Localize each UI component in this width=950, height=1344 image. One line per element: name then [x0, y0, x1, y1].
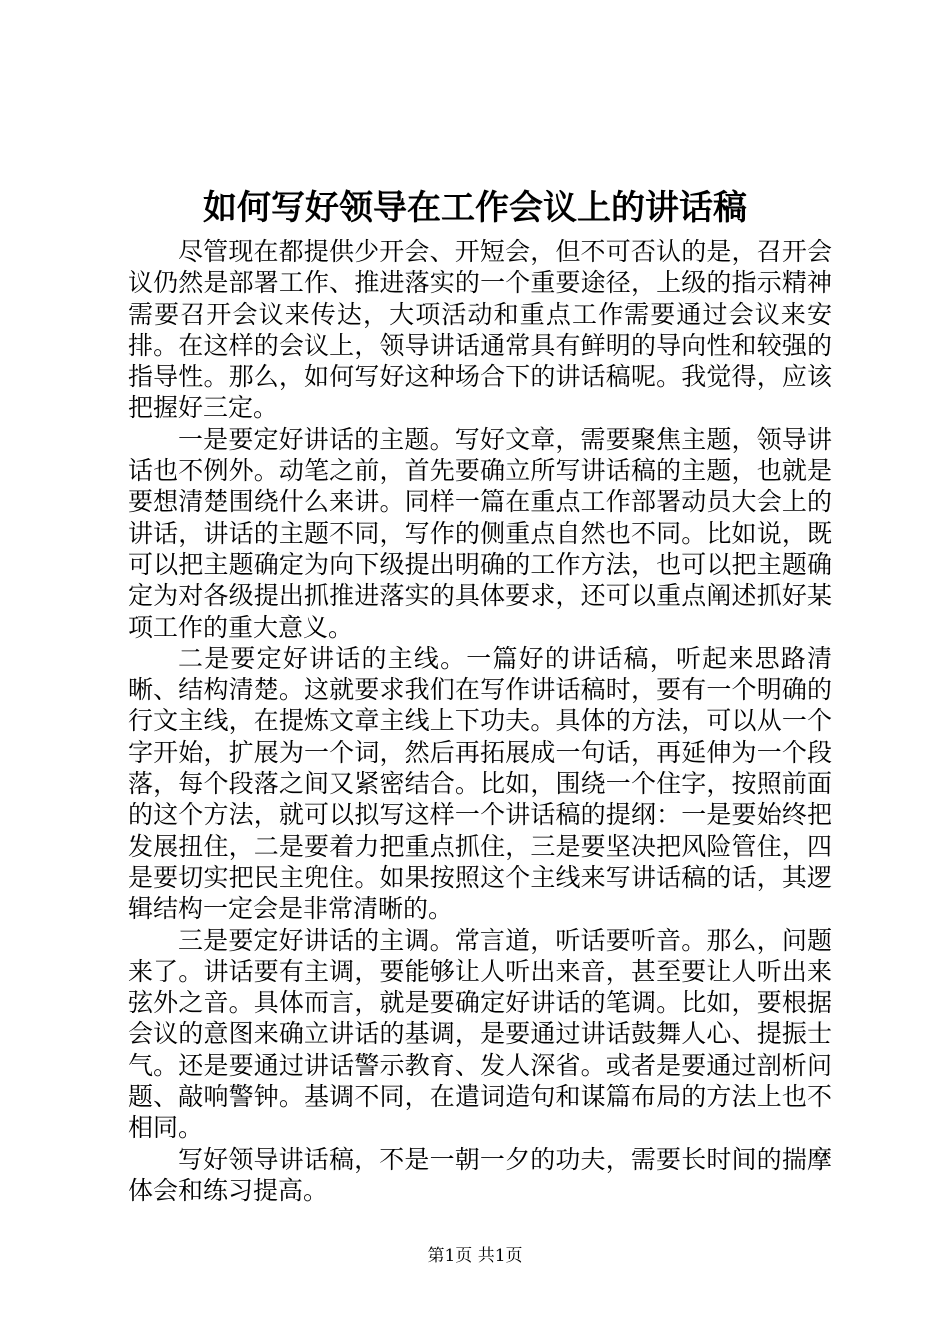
document-title: 如何写好领导在工作会议上的讲话稿 — [203, 188, 747, 228]
paragraph-intro: 尽管现在都提供少开会、开短会，但不可否认的是，召开会议仍然是部署工作、推进落实的一个重要途径，上级的指示精神需要召开会议来传达，大项活动和重点工作需要通过会议来安排。在这样的会议上，领导讲话通常具有鲜明的导向性和较强的指导性。那么，如何写好这种场合下的讲话稿呢。我觉得，应该把握好三定。 — [128, 237, 832, 423]
paragraph-mainline: 二是要定好讲话的主线。一篇好的讲话稿，听起来思路清晰、结构清楚。这就要求我们在写作讲话稿时，要有一个明确的行文主线，在提炼文章主线上下功夫。具体的方法，可以从一个字开始，扩展为一个词，然后再拓展成一句话，再延伸为一个段落，每个段落之间又紧密结合。比如，围绕一个住字，按照前面的这个方法，就可以拟写这样一个讲话稿的提纲：一是要始终把发展扭住，二是要着力把重点抓住，三是要坚决把风险管住，四是要切实把民主兜住。如果按照这个主线来写讲话稿的话，其逻辑结构一定会是非常清晰的。 — [128, 643, 832, 924]
document-body — [128, 236, 832, 1206]
paragraph-tone: 三是要定好讲话的主调。常言道，听话要听音。那么，问题来了。讲话要有主调，要能够让人听出来音，甚至要让人听出来弦外之音。具体而言，就是要确定好讲话的笔调。比如，要根据会议的意图来确立讲话的基调，是要通过讲话鼓舞人心、提振士气。还是要通过讲话警示教育、发人深省。或者是要通过剖析问题、敲响警钟。基调不同，在遣词造句和谋篇布局的方法上也不相同。 — [128, 925, 832, 1143]
paragraph-conclusion: 写好领导讲话稿，不是一朝一夕的功夫，需要长时间的揣摩体会和练习提高。 — [128, 1144, 832, 1205]
paragraph-theme: 一是要定好讲话的主题。写好文章，需要聚焦主题，领导讲话也不例外。动笔之前，首先要确立所写讲话稿的主题，也就是要想清楚围绕什么来讲。同样一篇在重点工作部署动员大会上的讲话，讲话的主题不同，写作的侧重点自然也不同。比如说，既可以把主题确定为向下级提出明确的工作方法，也可以把主题确定为对各级提出抓推进落实的具体要求，还可以重点阐述抓好某项工作的重大意义。 — [128, 424, 832, 642]
page-footer: 第1页 共1页 — [427, 1246, 523, 1266]
